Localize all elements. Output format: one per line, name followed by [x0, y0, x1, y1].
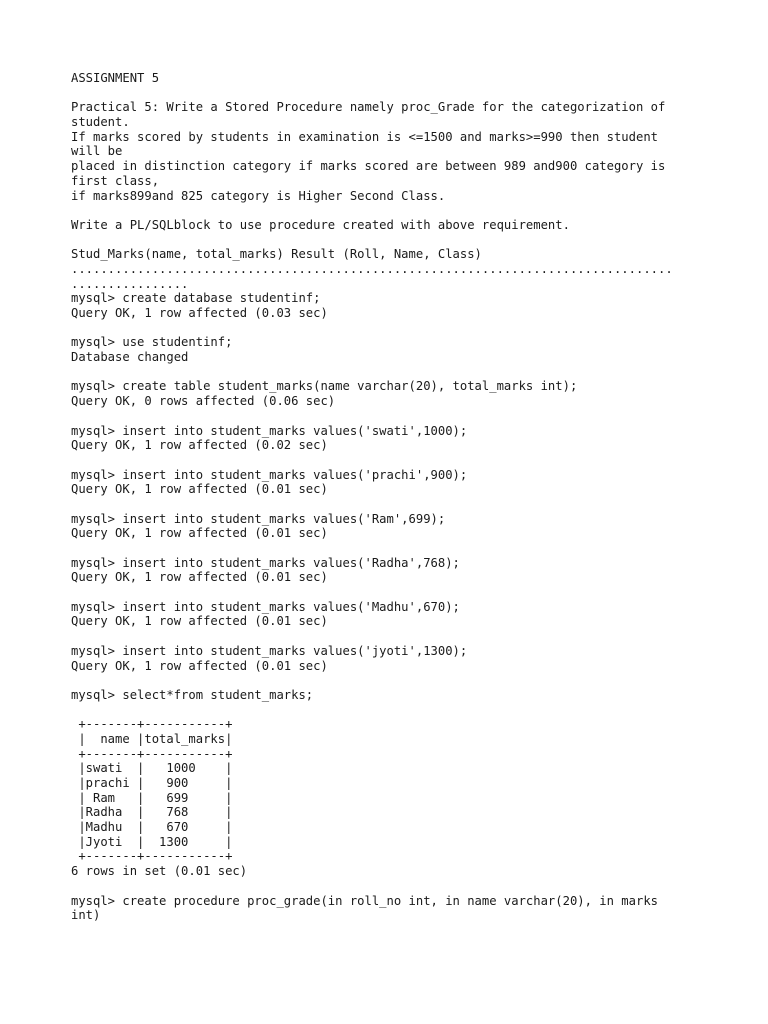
blank-line: [71, 321, 711, 336]
blank-line: [71, 629, 711, 644]
text-line: mysql> use studentinf;: [71, 335, 233, 350]
text-line: 6 rows in set (0.01 sec): [71, 864, 248, 879]
text-line: |Radha | 768 |: [71, 805, 233, 820]
text-line: Write a PL/SQLblock to use procedure created with above requirement.: [71, 217, 570, 232]
text-line: |prachi | 900 |: [71, 776, 233, 790]
text-line: mysql> create database studentinf;: [71, 291, 321, 306]
text-line: ASSIGNMENT 5: [71, 71, 160, 85]
document-page: [71, 71, 711, 923]
text-line: mysql> insert into student_marks values('jyoti',1300);: [71, 643, 468, 658]
text-line: mysql> insert into student_marks values('Radha',768);: [71, 555, 460, 570]
blank-line: [71, 233, 711, 248]
text-line: |Madhu | 670 |: [71, 820, 233, 835]
text-line: Query OK, 1 row affected (0.01 sec): [71, 614, 328, 629]
text-line: mysql> insert into student_marks values('Ram',699);: [71, 511, 446, 526]
blank-line: [71, 879, 711, 894]
blank-line: [71, 703, 711, 718]
text-line: mysql> create procedure proc_grade(in roll_no int, in name varchar(20), in marks: [71, 893, 658, 908]
blank-line: [71, 497, 711, 512]
text-line: mysql> insert into student_marks values('prachi',900);: [71, 467, 468, 482]
text-line: +-------+-----------+: [71, 746, 233, 761]
text-line: Query OK, 1 row affected (0.01 sec): [71, 570, 328, 585]
blank-line: [71, 585, 711, 600]
blank-line: [71, 365, 711, 380]
text-line: mysql> insert into student_marks values('Madhu',670);: [71, 599, 460, 614]
text-line: mysql> create table student_marks(name varchar(20), total_marks int);: [71, 379, 578, 394]
text-line: placed in distinction category if marks scored are between 989 and900 category is: [71, 159, 666, 174]
text-line: mysql> select*from student_marks;: [71, 687, 314, 702]
blank-line: [71, 541, 711, 556]
text-line: Database changed: [71, 350, 189, 365]
text-line: Query OK, 1 row affected (0.01 sec): [71, 526, 328, 541]
text-line: |swati | 1000 |: [71, 761, 233, 776]
text-line: Query OK, 0 rows affected (0.06 sec): [71, 394, 336, 409]
blank-line: [71, 409, 711, 424]
text-line: int): [71, 908, 101, 923]
text-line: Query OK, 1 row affected (0.02 sec): [71, 438, 328, 453]
text-line: first class,: [71, 173, 160, 188]
text-line: Query OK, 1 row affected (0.01 sec): [71, 658, 328, 673]
text-line: +-------+-----------+: [71, 717, 233, 732]
text-line: student.: [71, 115, 130, 130]
blank-line: [71, 203, 711, 218]
text-line: mysql> insert into student_marks values('swati',1000);: [71, 423, 468, 438]
text-line: Stud_Marks(name, total_marks) Result (Roll, Name, Class): [71, 247, 482, 262]
text-line: Query OK, 1 row affected (0.01 sec): [71, 482, 328, 497]
text-line: ..................................................................................: [71, 261, 673, 276]
blank-line: [71, 453, 711, 468]
text-line: Practical 5: Write a Stored Procedure namely proc_Grade for the categorization of: [71, 100, 666, 115]
text-line: if marks899and 825 category is Higher Second Class.: [71, 188, 446, 203]
blank-line: [71, 673, 711, 688]
text-line: | Ram | 699 |: [71, 790, 233, 805]
text-line: Query OK, 1 row affected (0.03 sec): [71, 306, 328, 320]
text-line: If marks scored by students in examination is <=1500 and marks>=990 then student: [71, 129, 658, 144]
text-line: ................: [71, 276, 189, 291]
text-line: |Jyoti | 1300 |: [71, 834, 233, 849]
text-line: will be: [71, 144, 123, 159]
text-line: | name |total_marks|: [71, 731, 233, 746]
blank-line: [71, 86, 711, 101]
text-line: +-------+-----------+: [71, 849, 233, 864]
